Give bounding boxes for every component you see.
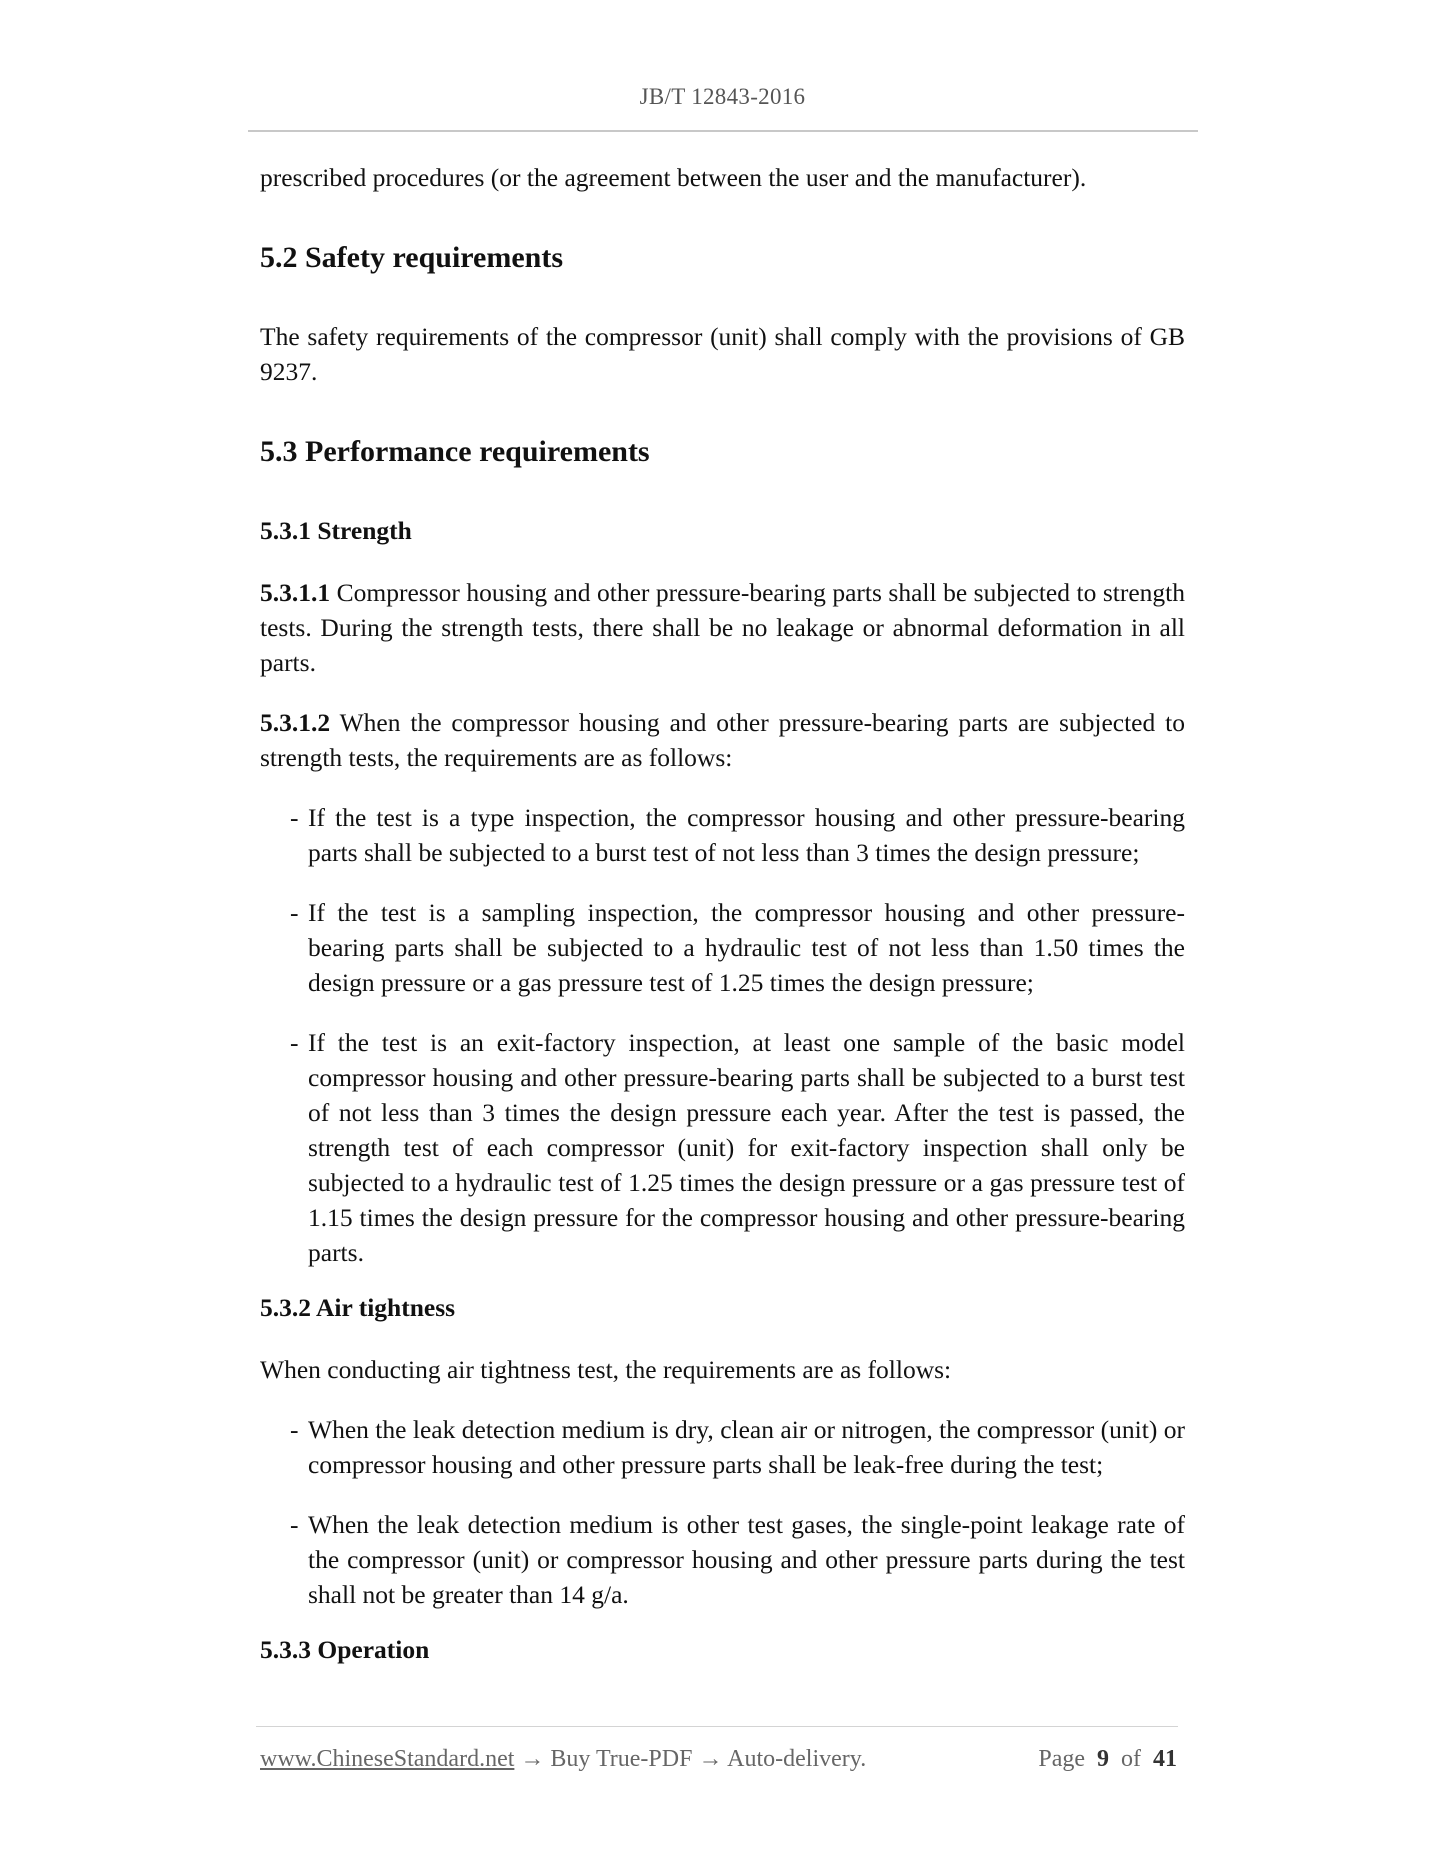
list-item bbox=[260, 1025, 1185, 1270]
of-label: of bbox=[1121, 1746, 1141, 1772]
list-dash: - bbox=[290, 898, 299, 927]
clause-text: Compressor housing and other pressure-bearing parts shall be subjected to strength tests. During the strength tests, there shall be no leakage or abnormal deformation in all parts. bbox=[260, 578, 1185, 677]
clause-number: 5.3.1.2 bbox=[260, 708, 331, 737]
list-item bbox=[260, 895, 1185, 1000]
heading-5-2: 5.2 Safety requirements bbox=[260, 241, 564, 274]
buy-true-pdf-text: Buy True-PDF bbox=[550, 1746, 693, 1772]
list-dash: - bbox=[290, 1028, 299, 1057]
page-label: Page bbox=[1038, 1746, 1085, 1772]
list-item-text: If the test is a sampling inspection, the compressor housing and other pressure-bearing parts shall be subjected to a hydraulic test of not less than 1.50 times the design pressure or a gas pressure test of 1.25 times the design pressure; bbox=[308, 898, 1185, 997]
page-indicator bbox=[1038, 1746, 1177, 1773]
clause-5-3-1-2 bbox=[260, 705, 1185, 775]
footer-links bbox=[260, 1746, 866, 1773]
list-dash: - bbox=[290, 1510, 299, 1539]
footer-rule bbox=[256, 1726, 1178, 1727]
heading-5-3-3: 5.3.3 Operation bbox=[260, 1635, 430, 1664]
list-dash: - bbox=[290, 803, 299, 832]
list-item bbox=[260, 1507, 1185, 1612]
page-total: 41 bbox=[1153, 1746, 1177, 1772]
page-number: 9 bbox=[1097, 1746, 1109, 1772]
clause-5-3-1-1 bbox=[260, 575, 1185, 680]
running-header: JB/T 12843-2016 bbox=[639, 84, 806, 109]
list-item bbox=[260, 800, 1185, 870]
list-item bbox=[260, 1412, 1185, 1482]
website-link[interactable]: www.ChineseStandard.net bbox=[260, 1746, 515, 1772]
list-dash: - bbox=[290, 1415, 299, 1444]
list-item-text: When the leak detection medium is other test gases, the single-point leakage rate of the compressor (unit) or compressor housing and other pressure parts during the test shall not be greater than 14 g/a. bbox=[308, 1510, 1185, 1609]
arrow-right-icon: → bbox=[520, 1746, 545, 1772]
heading-5-3-2: 5.3.2 Air tightness bbox=[260, 1293, 456, 1322]
clause-number: 5.3.1.1 bbox=[260, 578, 331, 607]
arrow-right-icon: → bbox=[698, 1746, 723, 1772]
auto-delivery-text: Auto-delivery. bbox=[727, 1746, 867, 1772]
page-body bbox=[260, 160, 1185, 1694]
heading-5-3: 5.3 Performance requirements bbox=[260, 435, 650, 468]
safety-paragraph: The safety requirements of the compressor (unit) shall comply with the provisions of GB 9237. bbox=[260, 322, 1185, 386]
list-item-text: When the leak detection medium is dry, clean air or nitrogen, the compressor (unit) or compressor housing and other pressure parts shall be leak-free during the test; bbox=[308, 1415, 1185, 1479]
clause-text: When the compressor housing and other pressure-bearing parts are subjected to strength tests, the requirements are as follows: bbox=[260, 708, 1185, 772]
heading-5-3-1: 5.3.1 Strength bbox=[260, 516, 412, 545]
list-item-text: If the test is a type inspection, the compressor housing and other pressure-bearing parts shall be subjected to a burst test of not less than 3 times the design pressure; bbox=[308, 803, 1185, 867]
air-tightness-intro: When conducting air tightness test, the requirements are as follows: bbox=[260, 1355, 952, 1384]
list-item-text: If the test is an exit-factory inspection, at least one sample of the basic model compressor housing and other pressure-bearing parts shall be subjected to a burst test of not less than 3 times the design pressure each year. After the test is passed, the strength test of each compressor (unit) for exit-factory inspection shall only be subjected to a hydraulic test of 1.25 times the design pressure or a gas pressure test of 1.15 times the design pressure for the compressor housing and other pressure-bearing parts. bbox=[308, 1028, 1185, 1267]
continued-paragraph: prescribed procedures (or the agreement between the user and the manufacturer). bbox=[260, 163, 1087, 192]
header-rule bbox=[248, 130, 1198, 132]
